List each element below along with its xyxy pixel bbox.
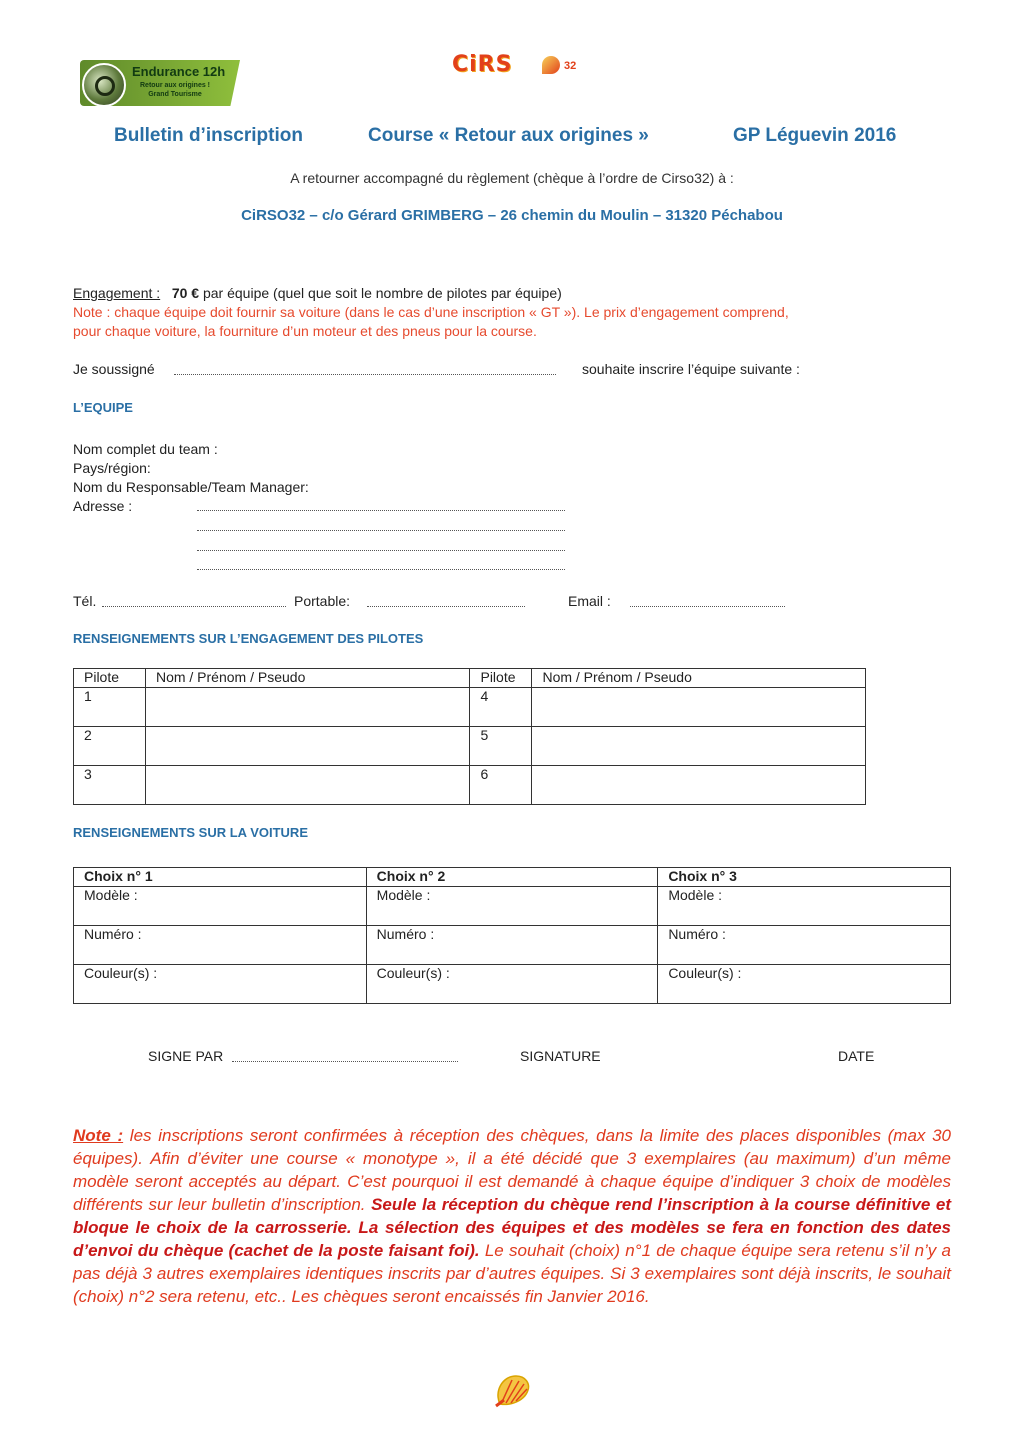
engagement-note-2: pour chaque voiture, la fourniture d’un moteur et des pneus pour la course. [73, 323, 537, 339]
address-field-4[interactable] [197, 569, 565, 570]
pilotes-header-row [74, 669, 866, 688]
table-row [74, 766, 866, 805]
header-left: Bulletin d’inscription [114, 125, 303, 146]
team-name-label: Nom complet du team : [73, 441, 218, 457]
number-cell[interactable]: Numéro : [366, 926, 658, 965]
mailing-address: CiRSO32 – c/o Gérard GRIMBERG – 26 chemin du Moulin – 31320 Péchabou [241, 207, 783, 224]
mobile-label: Portable: [294, 593, 351, 609]
tel-field[interactable] [102, 606, 286, 607]
pilote-number: 5 [470, 727, 532, 766]
number-cell[interactable]: Numéro : [658, 926, 951, 965]
pilote-name-cell[interactable] [532, 766, 866, 805]
soussigne-label: Je soussigné [73, 361, 155, 377]
note-bold: Seule la réception du chèque rend l’inscription à la course définitive et bloque le choix de la carrosserie. La sélection des équipes et des modèles se fera en fonction des dates d’envoi du chèque (cachet de la poste faisant foi). [73, 1195, 951, 1260]
shell-icon [542, 56, 560, 74]
col-name-left: Nom / Prénom / Pseudo [145, 669, 470, 688]
date-label: DATE [838, 1048, 875, 1064]
note-part-1: les inscriptions seront confirmées à réception des chèques, dans la limite des places disponibles (max 30 équipes). Afin d’éviter une course « monotype », il a été décidé que 3 exemplaires (au maximum) d’un même modèle seront acceptés au départ. C’est pourquoi il est demandé à chaque équipe d’indiquer 3 choix de modèles différents sur leur bulletin d’inscription. [73, 1126, 951, 1214]
logo-subtitle: Retour aux origines ! Grand Tourisme [140, 82, 211, 98]
pilote-name-cell[interactable] [145, 688, 470, 727]
equipe-heading: L’EQUIPE [73, 400, 133, 415]
choice-2-header: Choix n° 2 [366, 868, 658, 887]
model-cell[interactable]: Modèle : [74, 887, 367, 926]
pilote-number: 1 [74, 688, 146, 727]
note-paragraph [73, 1124, 951, 1308]
engagement-amount: 70 € [171, 285, 200, 301]
pilote-name-cell[interactable] [532, 727, 866, 766]
note-part-2: Le souhait (choix) n°1 de chaque équipe sera retenu s’il n’y a pas déjà 3 autres exemplaires identiques inscrits par d’autres équipes. Si 3 exemplaires sont déjà inscrits, le souhait (choix) n°2 sera retenu, etc.. Les chèques seront encaissés fin Janvier 2016. [73, 1241, 951, 1306]
col-pilote-left: Pilote [74, 669, 146, 688]
manager-label: Nom du Responsable/Team Manager: [73, 479, 309, 495]
engagement-note-1: Note : chaque équipe doit fournir sa voiture (dans le cas d’une inscription « GT »). Le prix d’engagement comprend, [73, 304, 789, 320]
soussigne-field[interactable] [174, 374, 556, 375]
header-right: GP Léguevin 2016 [733, 125, 897, 146]
shell-icon [492, 1370, 532, 1410]
pilote-name-cell[interactable] [145, 766, 470, 805]
return-instructions: A retourner accompagné du règlement (chèque à l’ordre de Cirso32) à : [290, 170, 734, 186]
tel-label: Tél. [73, 593, 97, 609]
note-label: Note : [73, 1126, 124, 1145]
colors-cell[interactable]: Couleur(s) : [366, 965, 658, 1004]
cirso-logo-word: CiRS [452, 52, 513, 77]
choice-1-header: Choix n° 1 [74, 868, 367, 887]
voiture-table [73, 867, 951, 1004]
address-field-2[interactable] [197, 530, 565, 531]
voiture-heading: RENSEIGNEMENTS SUR LA VOITURE [73, 825, 308, 840]
pilote-name-cell[interactable] [145, 727, 470, 766]
table-row [74, 688, 866, 727]
mobile-field[interactable] [367, 606, 525, 607]
cirso-logo [452, 52, 582, 80]
pilote-number: 4 [470, 688, 532, 727]
col-pilote-right: Pilote [470, 669, 532, 688]
engagement-line [73, 285, 562, 301]
pilotes-heading: RENSEIGNEMENTS SUR L’ENGAGEMENT DES PILOTES [73, 631, 424, 646]
soussigne-suffix: souhaite inscrire l’équipe suivante : [582, 361, 800, 377]
colors-cell[interactable]: Couleur(s) : [74, 965, 367, 1004]
signed-by-field[interactable] [232, 1061, 458, 1062]
address-label: Adresse : [73, 498, 133, 514]
address-field-1[interactable] [197, 510, 565, 511]
logo-title: Endurance 12h [132, 64, 226, 79]
engagement-label: Engagement : [73, 285, 161, 301]
header-center: Course « Retour aux origines » [368, 125, 649, 146]
voiture-header-row [74, 868, 951, 887]
cirso-logo-number: 32 [564, 60, 577, 72]
signed-by-label: SIGNE PAR [148, 1048, 224, 1064]
table-row [74, 965, 951, 1004]
model-cell[interactable]: Modèle : [366, 887, 658, 926]
pilote-number: 3 [74, 766, 146, 805]
col-name-right: Nom / Prénom / Pseudo [532, 669, 866, 688]
table-row [74, 727, 866, 766]
email-label: Email : [568, 593, 611, 609]
choice-3-header: Choix n° 3 [658, 868, 951, 887]
signature-label: SIGNATURE [520, 1048, 601, 1064]
model-cell[interactable]: Modèle : [658, 887, 951, 926]
number-cell[interactable]: Numéro : [74, 926, 367, 965]
country-label: Pays/région: [73, 460, 151, 476]
table-row [74, 887, 951, 926]
pilotes-table [73, 668, 866, 805]
colors-cell[interactable]: Couleur(s) : [658, 965, 951, 1004]
address-field-3[interactable] [197, 550, 565, 551]
email-field[interactable] [630, 606, 785, 607]
endurance-logo [80, 60, 240, 106]
pilote-number: 2 [74, 727, 146, 766]
engagement-text: par équipe (quel que soit le nombre de pilotes par équipe) [202, 285, 562, 301]
pilote-name-cell[interactable] [532, 688, 866, 727]
table-row [74, 926, 951, 965]
pilote-number: 6 [470, 766, 532, 805]
logo-disc-icon [82, 63, 126, 107]
